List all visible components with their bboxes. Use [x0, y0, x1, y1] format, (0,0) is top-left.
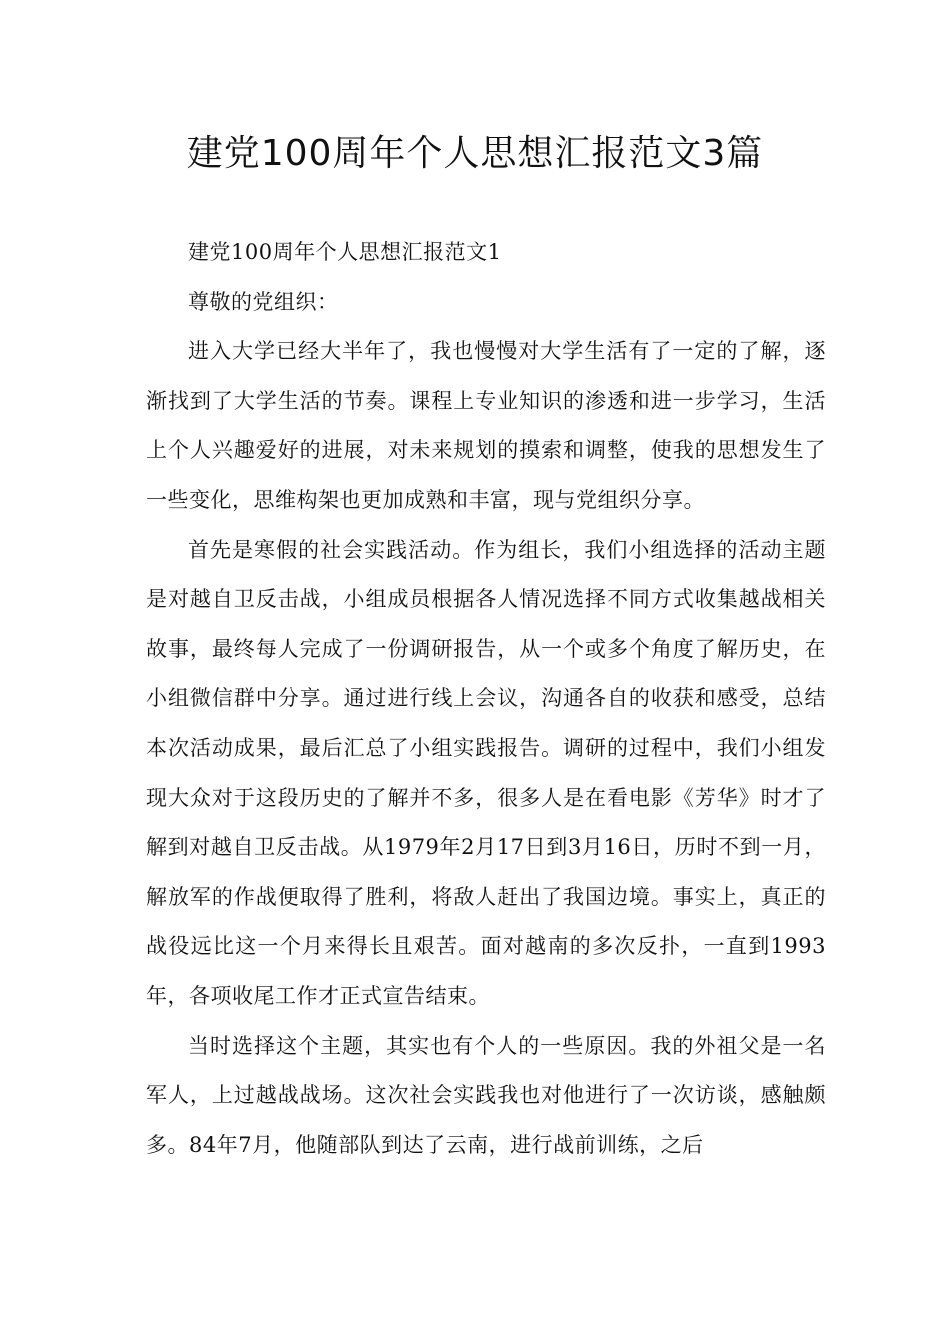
body-paragraph-1: 进入大学已经大半年了，我也慢慢对大学生活有了一定的了解，逐渐找到了大学生活的节奏。课程上专业知识的渗透和进一步学习，生活上个人兴趣爱好的进展，对未来规划的摸索和调整，使我的思想发生了一些变化，思维构架也更加成熟和丰富，现与党组织分享。: [146, 339, 826, 512]
document-body: [146, 228, 826, 1170]
section-heading: 建党100周年个人思想汇报范文1: [188, 240, 502, 264]
body-paragraph-2: 首先是寒假的社会实践活动。作为组长，我们小组选择的活动主题是对越自卫反击战，小组成员根据各人情况选择不同方式收集越战相关故事，最终每人完成了一份调研报告，从一个或多个角度了解历史，在小组微信群中分享。通过进行线上会议，沟通各自的收获和感受，总结本次活动成果，最后汇总了小组实践报告。调研的过程中，我们小组发现大众对于这段历史的了解并不多，很多人是在看电影《芳华》时才了解到对越自卫反击战。从1979年2月17日到3月16日，历时不到一月，解放军的作战便取得了胜利，将敌人赶出了我国边境。事实上，真正的战役远比这一个月来得长且艰苦。面对越南的多次反扑，一直到1993年，各项收尾工作才正式宣告结束。: [146, 537, 826, 1008]
salutation: 尊敬的党组织：: [188, 289, 339, 314]
body-paragraph-3: 当时选择这个主题，其实也有个人的一些原因。我的外祖父是一名军人，上过越战战场。这次社会实践我也对他进行了一次访谈，感触颇多。84年7月，他随部队到达了云南，进行战前训练，之后: [146, 1033, 826, 1157]
document-title: 建党100周年个人思想汇报范文3篇: [186, 133, 764, 174]
